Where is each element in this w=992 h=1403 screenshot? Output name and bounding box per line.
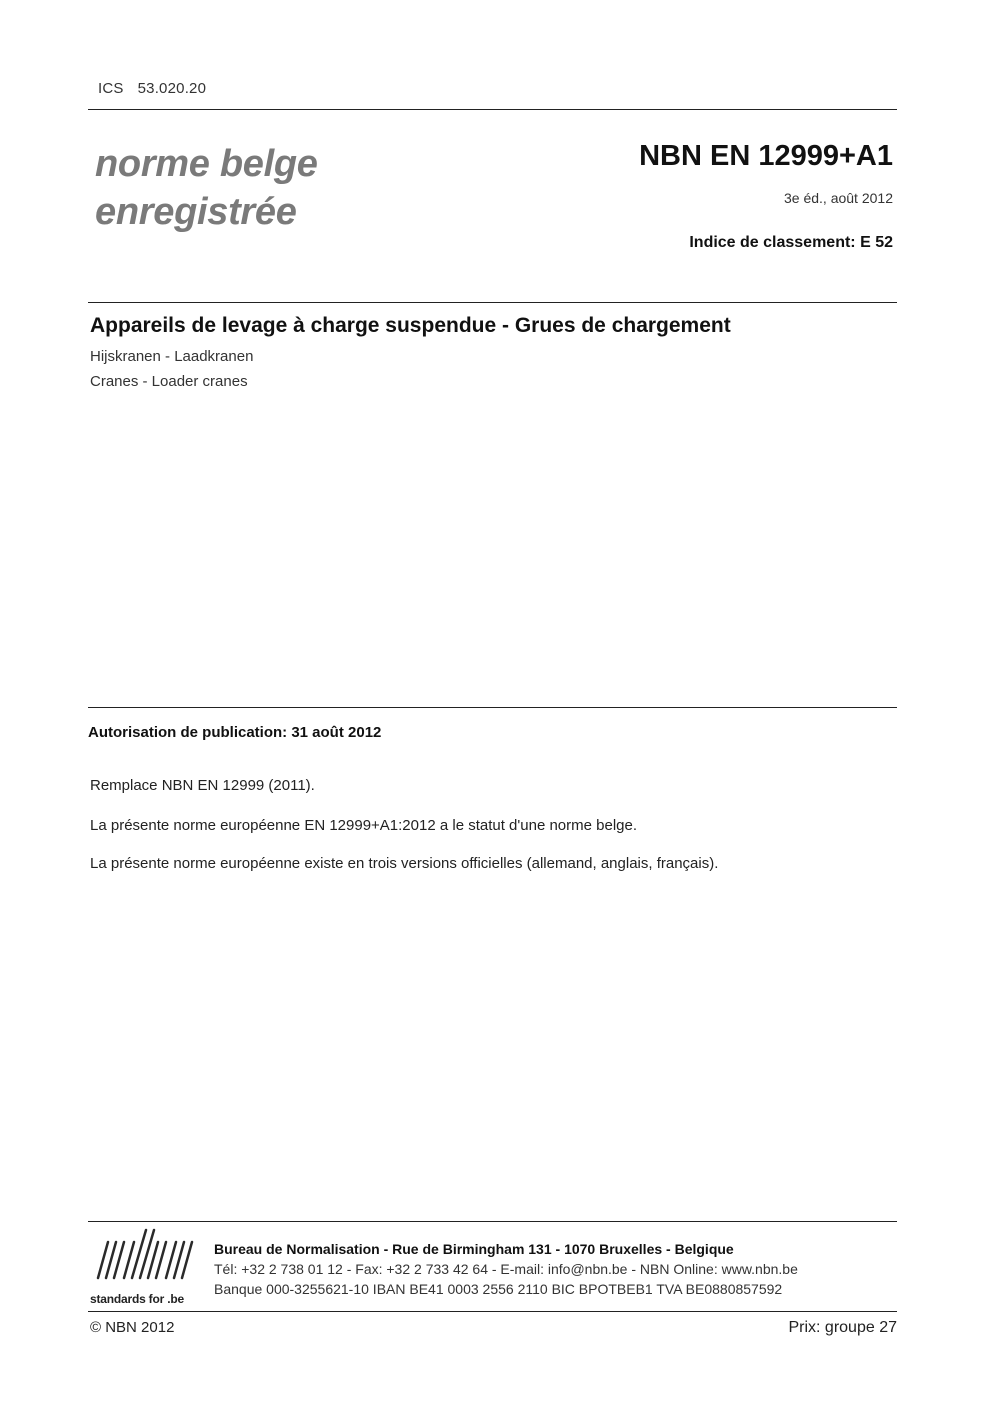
ics-label: ICS — [98, 80, 124, 97]
note-replaces: Remplace NBN EN 12999 (2011). — [90, 777, 315, 794]
publication-divider — [88, 707, 897, 708]
publication-authorization: Autorisation de publication: 31 août 2012 — [88, 724, 382, 741]
note-status: La présente norme européenne EN 12999+A1:2012 a le statut d'une norme belge. — [90, 817, 638, 834]
title-divider — [88, 302, 897, 303]
ics-code — [98, 80, 206, 97]
classification-index: Indice de classement: E 52 — [689, 234, 893, 251]
header-divider — [88, 109, 897, 110]
copyright: © NBN 2012 — [90, 1319, 175, 1336]
note-versions: La présente norme européenne existe en trois versions officielles (allemand, anglais, français). — [90, 855, 719, 872]
bottom-divider — [88, 1311, 897, 1312]
footer-divider — [88, 1221, 897, 1222]
title-french: Appareils de levage à charge suspendue - Grues de chargement — [90, 314, 731, 337]
footer-bank: Banque 000-3255621-10 IBAN BE41 0003 2556 2110 BIC BPOTBEB1 TVA BE0880857592 — [214, 1281, 783, 1297]
title-english: Cranes - Loader cranes — [90, 373, 248, 390]
nbn-logo-mark — [90, 1228, 202, 1288]
brand-line-1: norme belge — [95, 143, 318, 185]
footer-address: Bureau de Normalisation - Rue de Birmingham 131 - 1070 Bruxelles - Belgique — [214, 1241, 734, 1257]
title-dutch: Hijskranen - Laadkranen — [90, 348, 254, 365]
nbn-logo — [90, 1228, 202, 1306]
standard-code: NBN EN 12999+A1 — [639, 140, 893, 172]
price-group: Prix: groupe 27 — [788, 1319, 897, 1336]
ics-value: 53.020.20 — [137, 80, 207, 97]
brand-heading — [95, 140, 318, 236]
footer-contact: Tél: +32 2 738 01 12 - Fax: +32 2 733 42 64 - E-mail: info@nbn.be - NBN Online: www.nbn.be — [214, 1261, 798, 1277]
logo-tagline: standards for .be — [90, 1292, 184, 1306]
edition-date: 3e éd., août 2012 — [784, 190, 893, 206]
brand-line-2: enregistrée — [95, 191, 297, 233]
